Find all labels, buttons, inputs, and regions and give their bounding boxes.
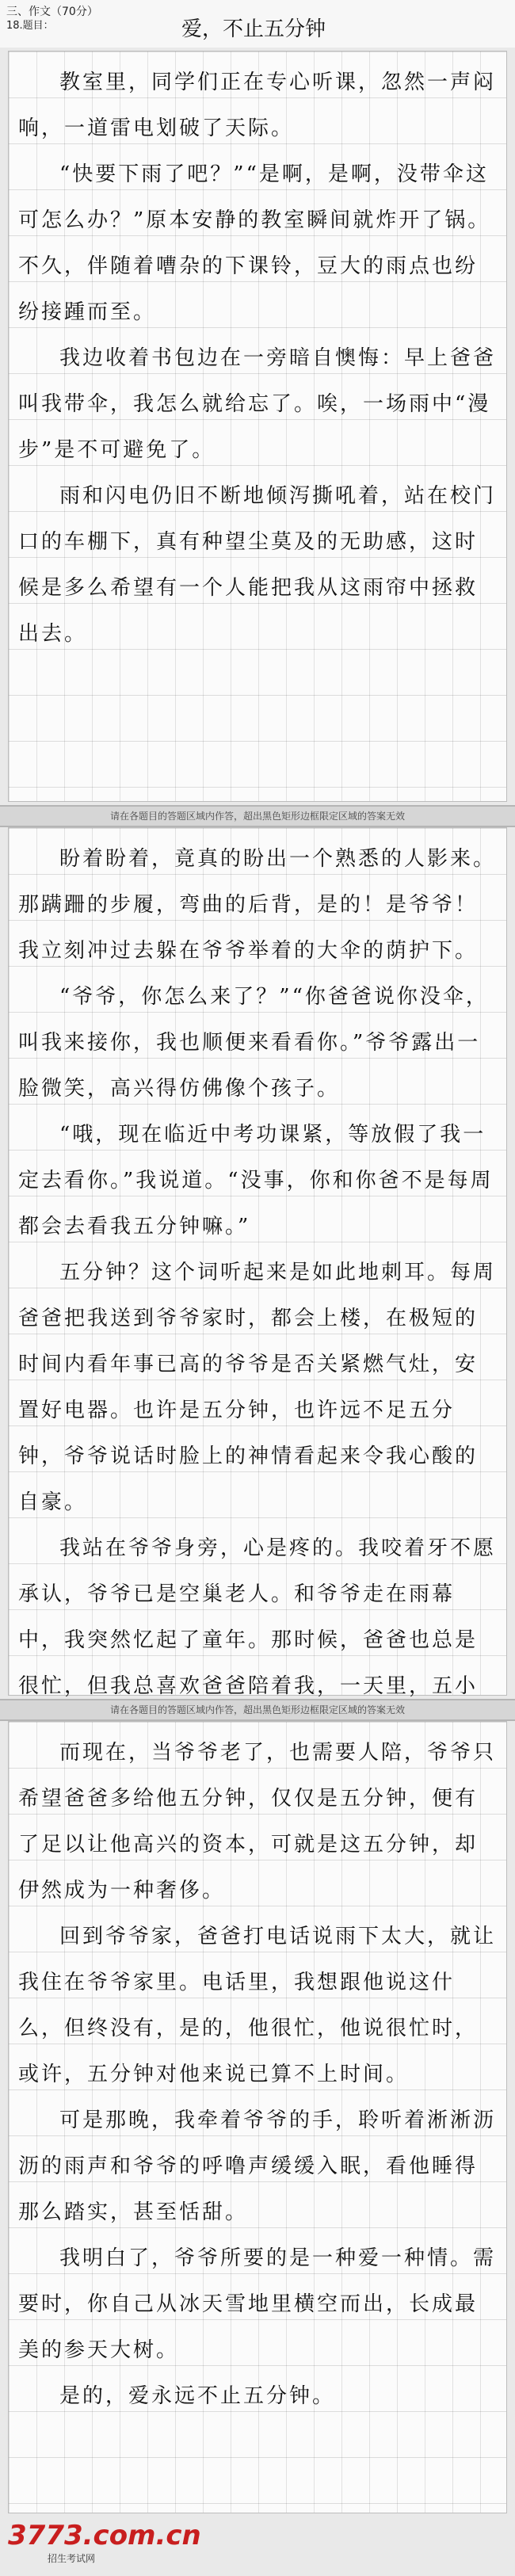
logo-sub-text: 招生考试网: [48, 2553, 96, 2564]
essay-paragraph: 回到爷爷家，爸爸打电话说雨下太大，就让我住在爷爷家里。电话里，我想跟他说这什么，但终没有，是的，他很忙，他说很忙时，或许，五分钟对他来说已算不上时间。: [18, 1925, 497, 2086]
answer-area-notice: [0, 805, 515, 827]
essay-paragraph: 我站在爷爷身旁，心是疼的。我咬着牙不愿承认，爷爷已是空巢老人。和爷爷走在雨幕中，我突然忆起了童年。那时候，爸爸也总是很忙，但我总喜欢爸爸陪着我，一天里，五小: [18, 1536, 497, 1698]
essay-paragraph: 教室里，同学们正在专心听课，忽然一声闷响，一道雷电划破了天际。: [18, 71, 497, 140]
essay-paragraph: 可是那晚，我牵着爷爷的手，聆听着淅淅沥沥的雨声和爷爷的呼噜声缓缓入眠，看他睡得那么踏实，甚至恬甜。: [18, 2109, 497, 2224]
essay-paragraph: 雨和闪电仍旧不断地倾泻撕吼着，站在校门口的车棚下，真有种望尘莫及的无助感，这时候是多么希望有一个人能把我从这雨帘中拯救出去。: [18, 484, 497, 646]
answer-area-notice: [0, 1699, 515, 1721]
essay-paragraph: 我明白了，爷爷所要的是一种爱一种情。需要时，你自己从冰天雪地里横空而出，长成最美的参天大树。: [18, 2246, 497, 2362]
answer-page-1: [8, 51, 507, 802]
essay-paragraph: 五分钟？这个词听起来是如此地刺耳。每周爸爸把我送到爷爷家时，都会上楼，在极短的时间内看年事已高的爷爷是否关紧燃气灶，安置好电器。也许是五分钟，也许远不足五分钟，爷爷说话时脸上的神情看起来令我心酸的自豪。: [18, 1261, 497, 1514]
answer-sheet-header: [0, 0, 515, 48]
section-title: 三、作文（70分）: [6, 6, 98, 18]
answer-page-2: [8, 827, 507, 1696]
essay-title: 爱，不止五分钟: [181, 17, 326, 41]
notice-text: 请在各题目的答题区域内作答，超出黑色矩形边框限定区域的答案无效: [109, 811, 405, 822]
logo-main-text: 3773.com.cn: [8, 2520, 201, 2551]
site-logo: [8, 2520, 201, 2567]
question-label: 18.题目：: [6, 20, 54, 32]
answer-page-3: [8, 1721, 507, 2513]
essay-paragraph: 盼着盼着，竟真的盼出一个熟悉的人影来。那蹒跚的步履，弯曲的后背，是的！是爷爷！我立刻冲过去躲在爷爷举着的大伞的荫护下。: [18, 847, 497, 963]
essay-paragraph: “哦，现在临近中考功课紧，等放假了我一定去看你。”我说道。“没事，你和你爸不是每周都会去看我五分钟嘛。”: [18, 1123, 494, 1238]
essay-paragraph: 我边收着书包边在一旁暗自懊悔：早上爸爸叫我带伞，我怎么就给忘了。唉，一场雨中“漫步”是不可避免了。: [18, 346, 497, 462]
essay-paragraph: “快要下雨了吧？”“是啊，是啊，没带伞这可怎么办？”原本安静的教室瞬间就炸开了锅。不久，伴随着嘈杂的下课铃，豆大的雨点也纷纷接踵而至。: [18, 162, 491, 324]
notice-text: 请在各题目的答题区域内作答，超出黑色矩形边框限定区域的答案无效: [109, 1704, 405, 1715]
essay-paragraph: “爷爷，你怎么来了？”“你爸爸说你没伞，叫我来接你，我也顺便来看看你。”爷爷露出一脸微笑，高兴得仿佛像个孩子。: [18, 985, 489, 1101]
essay-paragraph: 是的，爱永远不止五分钟。: [59, 2384, 336, 2408]
essay-paragraph: 而现在，当爷爷老了，也需要人陪，爷爷只希望爸爸多给他五分钟，仅仅是五分钟，便有了足以让他高兴的资本，可就是这五分钟，却伊然成为一种奢侈。: [18, 1741, 497, 1902]
